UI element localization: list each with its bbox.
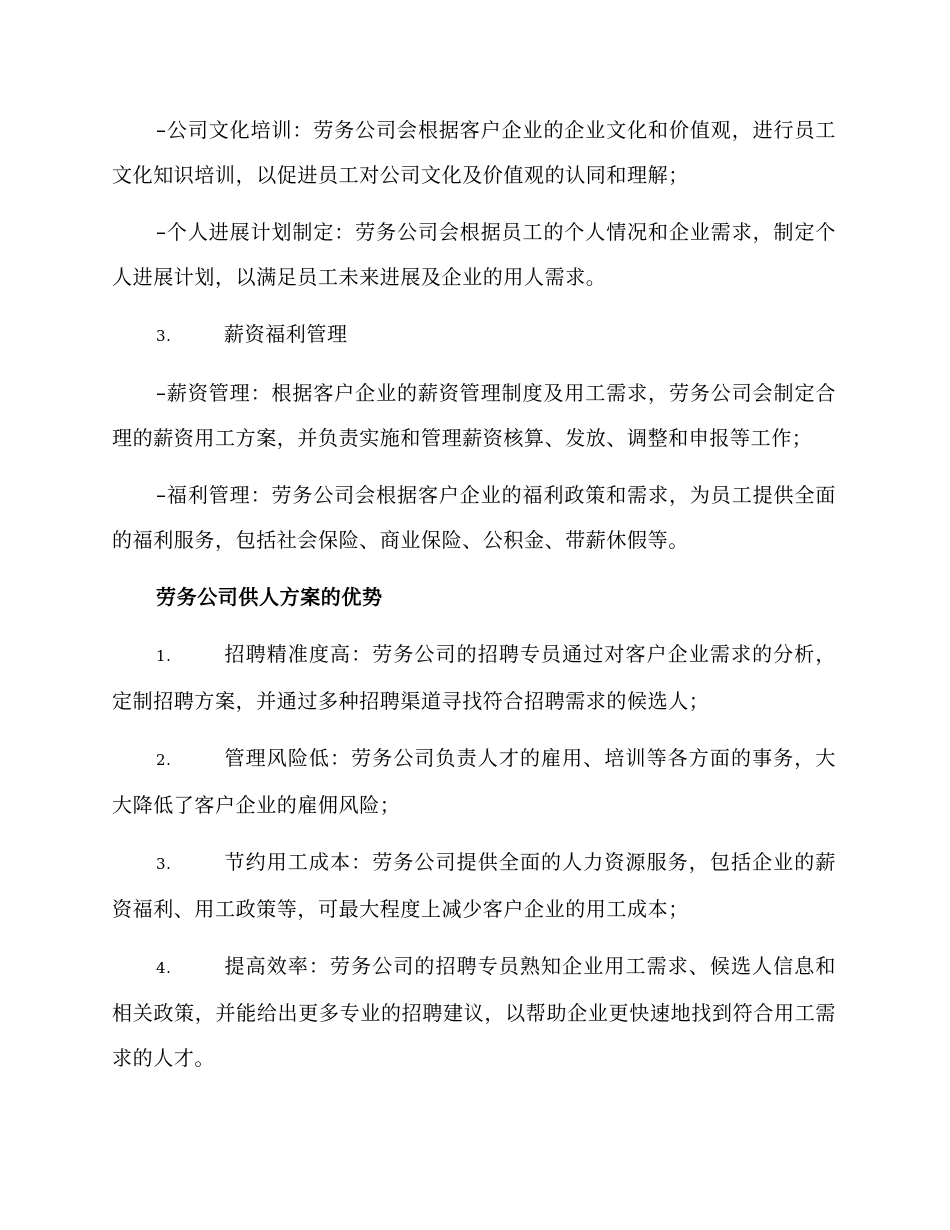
list-number: 2. (156, 751, 172, 769)
list-item-text: 管理风险低：劳务公司负责人才的雇用、培训等各方面的事务，大大降低了客户企业的雇佣风险； (112, 746, 836, 817)
list-item (112, 840, 836, 932)
list-item-text: 招聘精准度高：劳务公司的招聘专员通过对客户企业需求的分析，定制招聘方案，并通过多种招聘渠道寻找符合招聘需求的候选人； (112, 642, 836, 713)
section-salary-welfare (112, 312, 836, 359)
list-item-text: 节约用工成本：劳务公司提供全面的人力资源服务，包括企业的薪资福利、用工政策等，可最大程度上减少客户企业的用工成本； (112, 850, 836, 921)
list-number: 3. (156, 327, 172, 345)
section-title: 薪资福利管理 (224, 322, 348, 346)
list-item-text: 提高效率：劳务公司的招聘专员熟知企业用工需求、候选人信息和相关政策，并能给出更多专业的招聘建议，以帮助企业更快速地找到符合用工需求的人才。 (112, 954, 836, 1070)
heading-advantages: 劳务公司供人方案的优势 (156, 585, 383, 609)
list-number: 3. (156, 855, 172, 873)
list-item (112, 632, 836, 724)
paragraph-salary-management: –薪资管理：根据客户企业的薪资管理制度及用工需求，劳务公司会制定合理的薪资用工方案，并负责实施和管理薪资核算、发放、调整和申报等工作； (112, 381, 836, 450)
paragraph-personal-plan: –个人进展计划制定：劳务公司会根据员工的个人情况和企业需求，制定个人进展计划，以满足员工未来进展及企业的用人需求。 (112, 220, 836, 289)
paragraph-welfare-management: –福利管理：劳务公司会根据客户企业的福利政策和需求，为员工提供全面的福利服务，包括社会保险、商业保险、公积金、带薪休假等。 (112, 483, 836, 552)
list-item (112, 736, 836, 828)
list-number: 4. (156, 959, 172, 977)
document-body (112, 108, 836, 1093)
paragraph-culture-training: –公司文化培训：劳务公司会根据客户企业的企业文化和价值观，进行员工文化知识培训，以促进员工对公司文化及价值观的认同和理解； (112, 118, 836, 187)
list-item (112, 944, 836, 1081)
list-number: 1. (156, 647, 172, 665)
